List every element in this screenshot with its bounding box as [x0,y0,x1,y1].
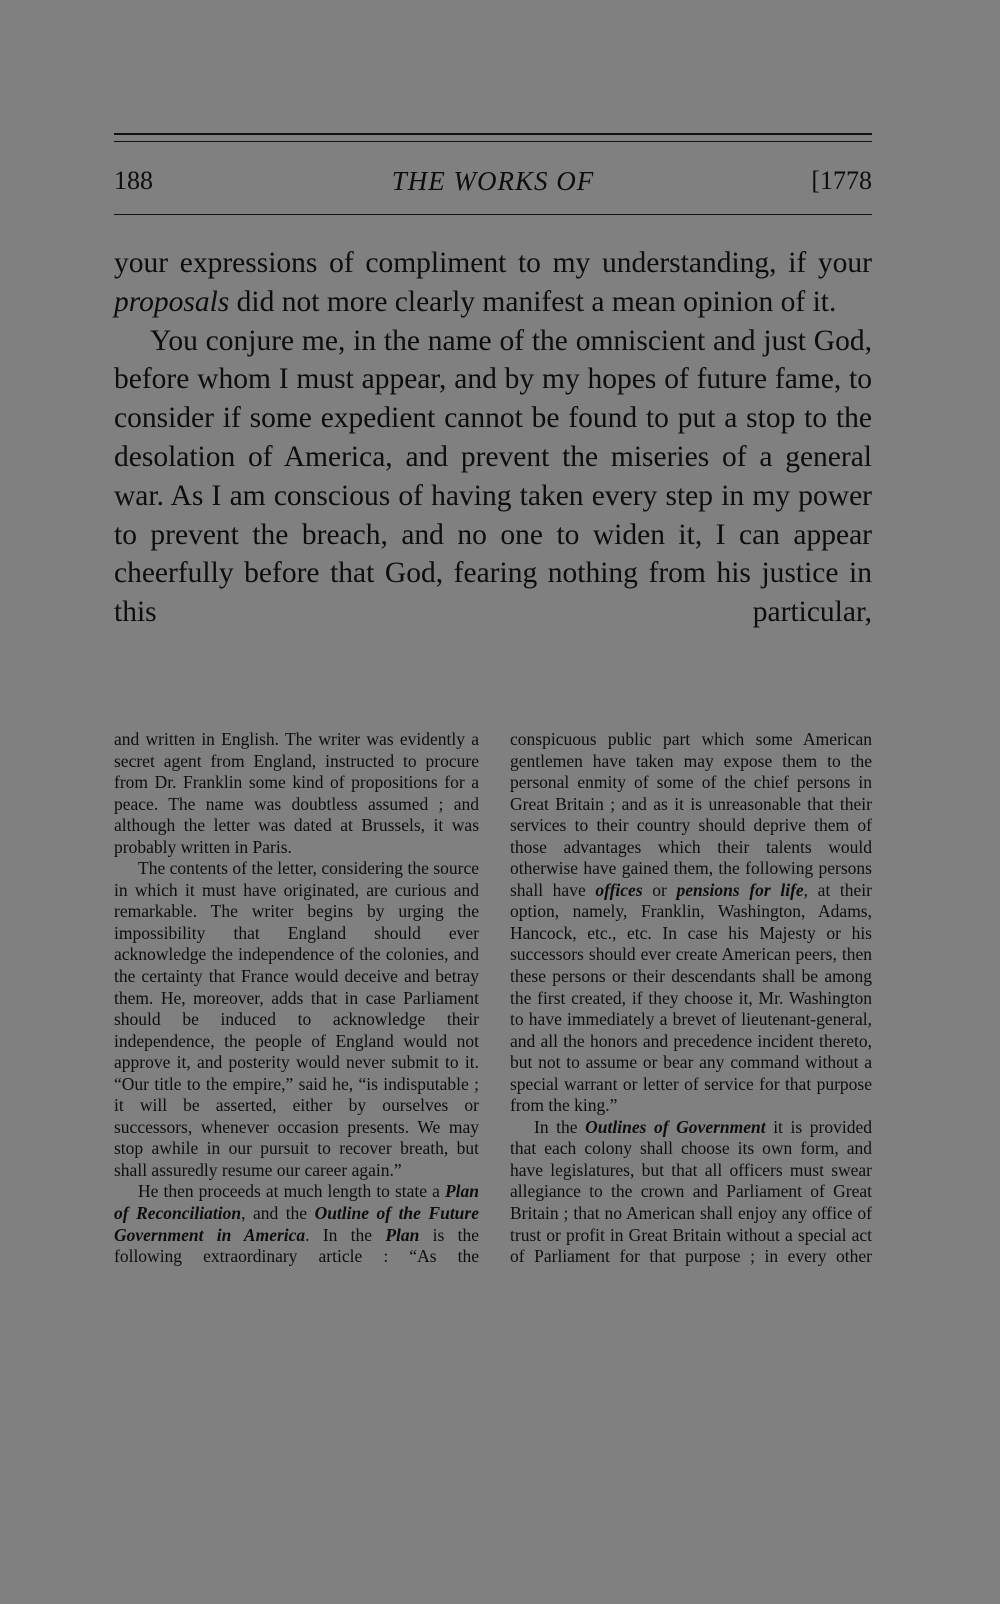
note-paragraph-4: conspicuous public part which some American gentlemen have taken may expose them to the personal enmity of some of the chief persons in Great Britain ; and as it is unreasonable that their services to their country should deprive them of those advantages which their talents would otherwise have gained them, the following persons shall have offices or pensions for life, at their option, namely, Franklin, Washington, Adams, Hancock, etc., etc. In case his Majesty or his successors should ever create American peers, then these persons or their descendants shall be among the first created, if they choose it, Mr. Washington to have immediately a brevet of lieutenant-general, and all the honors and precedence incident thereto, but not to assume or bear any command without a special warrant or letter of service for that purpose from the king.” [510,729,872,1116]
emphasis-outlines-of-government: Outlines of Government [585,1116,766,1137]
emphasis-offices: offices [595,879,643,900]
footnote-column-left [114,729,479,1268]
running-title: THE WORKS OF [391,166,595,196]
emphasis-proposals: proposals [114,285,230,318]
emphasis-outline-of-government: Outline of the Future Government in America [114,1203,479,1245]
header-rule [114,214,872,215]
main-body-text [114,244,872,632]
running-year: [1778 [811,166,872,195]
emphasis-pensions-for-life: pensions for life [676,879,804,900]
emphasis-plan: Plan [385,1224,420,1245]
footnote-column-right [510,729,872,1268]
note-paragraph-5: In the Outlines of Government it is provided that each colony shall choose its own form, and have legislatures, but that all officers must swear allegiance to the crown and Parliament of Great Britain ; that no American shall enjoy any office of trust or profit in Great Britain without a special act of Parliament for that purpose ; in every other [510,1116,872,1267]
top-rule [114,133,872,135]
running-head [114,162,872,202]
main-paragraph-1: your expressions of compliment to my understanding, if your proposals did not more clearly manifest a mean opinion of it. [114,247,872,318]
note-paragraph-1: and written in English. The writer was evidently a secret agent from England, instructed to procure from Dr. Franklin some kind of propositions for a peace. The name was doubtless assumed ; and although the letter was dated at Brussels, it was probably written in Paris. [114,729,479,857]
emphasis-plan-of-reconciliation: Plan of Reconciliation [114,1181,479,1224]
page-number: 188 [114,166,153,195]
top-rule-thin [114,141,872,142]
main-paragraph-2: You conjure me, in the name of the omniscient and just God, before whom I must appear, and by my hopes of future fame, to consider if some expedient cannot be found to put a stop to the desolation of America, and prevent the miseries of a general war. As I am conscious of having taken every step in my power to prevent the breach, and no one to widen it, I can appear cheerfully before that God, fearing nothing from his justice in this particular, [114,324,872,629]
note-paragraph-3: He then proceeds at much length to state a Plan of Reconciliation, and the Outline of the Future Government in America. In the Plan is the following extraordinary article : “As the [114,1181,479,1267]
note-paragraph-2: The contents of the letter, considering the source in which it must have originated, are curious and remarkable. The writer begins by urging the impossibility that England should ever acknowledge the independence of the colonies, and the certainty that France would deceive and betray them. He, moreover, adds that in case Parliament should be induced to acknowledge their independence, the people of England would not approve it, and posterity would never submit to it. “Our title to the empire,” said he, “is indisputable ; it will be asserted, either by ourselves or successors, whenever occasion presents. We may stop awhile in our pursuit to recover breath, but shall assuredly resume our career again.” [114,858,479,1180]
